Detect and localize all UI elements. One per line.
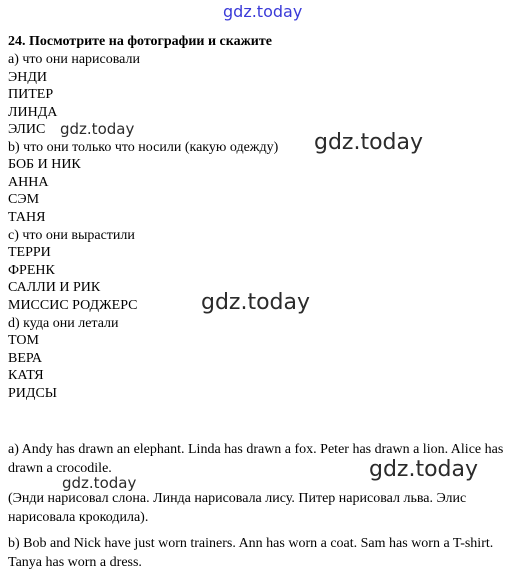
- exercise-title: 24. Посмотрите на фотографии и скажите: [8, 34, 272, 49]
- answer-a-english: a) Andy has drawn an elephant. Linda has drawn a fox. Peter has drawn a lion. Alice has drawn a crocodile.: [8, 442, 504, 476]
- exercise-line: ЛИНДА: [8, 105, 58, 120]
- watermark: gdz.today: [314, 130, 424, 155]
- watermark: gdz.today: [201, 290, 311, 315]
- watermark: gdz.today: [369, 457, 479, 482]
- exercise-line: ТОМ: [8, 333, 39, 348]
- exercise-line: d) куда они летали: [8, 316, 119, 331]
- watermark: gdz.today: [60, 120, 135, 138]
- exercise-line: ТЕРРИ: [8, 245, 51, 260]
- exercise-line: МИССИС РОДЖЕРС: [8, 298, 138, 313]
- exercise-line: ЭНДИ: [8, 70, 48, 85]
- exercise-line: РИДСЫ: [8, 386, 57, 401]
- exercise-line: КАТЯ: [8, 368, 44, 383]
- answer-b-english: b) Bob and Nick have just worn trainers. Ann has worn a coat. Sam has worn a T-shirt. Tanya has worn a dress.: [8, 536, 494, 570]
- exercise-line: САЛЛИ И РИК: [8, 280, 101, 295]
- answer-a-russian: (Энди нарисовал слона. Линда нарисовала лису. Питер нарисовал льва. Элис нарисовала крокодила).: [8, 491, 467, 525]
- exercise-line: ФРЕНК: [8, 263, 55, 278]
- exercise-line: ТАНЯ: [8, 210, 46, 225]
- exercise-line: ЭЛИС: [8, 122, 46, 137]
- exercise-line: СЭМ: [8, 192, 40, 207]
- exercise-line: АННА: [8, 175, 49, 190]
- exercise-line: с) что они вырастили: [8, 228, 135, 243]
- exercise-line: ВЕРА: [8, 351, 42, 366]
- exercise-line: ПИТЕР: [8, 87, 54, 102]
- watermark-top: gdz.today: [223, 2, 303, 21]
- exercise-line: БОБ И НИК: [8, 157, 81, 172]
- exercise-line: а) что они нарисовали: [8, 52, 140, 67]
- exercise-line: b) что они только что носили (какую одежду): [8, 140, 279, 155]
- watermark: gdz.today: [62, 474, 137, 492]
